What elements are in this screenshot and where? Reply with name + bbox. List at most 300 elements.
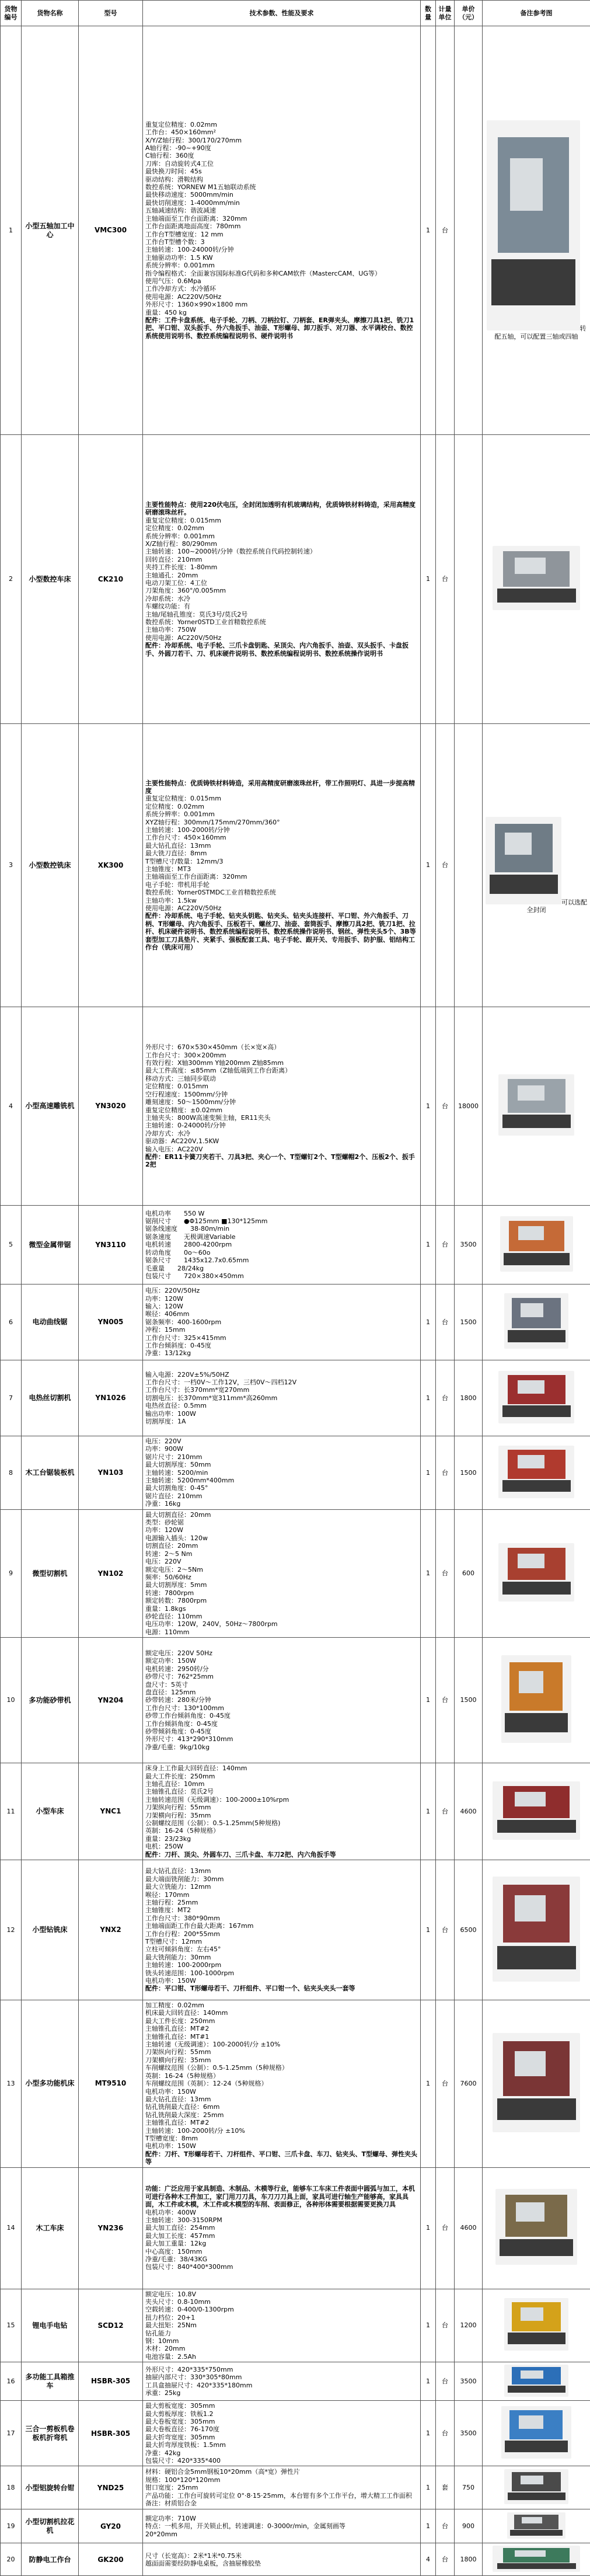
item-no: 13 bbox=[1, 2000, 22, 2168]
spec-line: 配件：ER11卡簧刀夹若干、刀具3把、夹心一个、T型螺钉2个、T型螺帽2个、压板2个、扳手2把 bbox=[145, 1153, 418, 1169]
spec-line: 主轴锥度：MT3 bbox=[145, 865, 418, 873]
spec-line: 最快换刀时间：45s bbox=[145, 168, 418, 175]
item-unit: 台 bbox=[436, 1509, 455, 1638]
spec-line: 主轴端面至工作台面距离：320mm bbox=[145, 215, 418, 222]
machine-window-shape bbox=[515, 2051, 546, 2076]
item-spec bbox=[143, 2509, 421, 2543]
spec-line: 备注：材质铝合金 bbox=[145, 2500, 418, 2507]
spec-line: 频率：50/60Hz bbox=[145, 1574, 418, 1581]
item-no: 16 bbox=[1, 2362, 22, 2401]
spec-line: 使用电源：AC220V/50Hz bbox=[145, 904, 418, 912]
item-qty: 1 bbox=[421, 1007, 436, 1206]
item-price bbox=[455, 435, 483, 724]
spec-line: X/Z轴行程：80/290mm bbox=[145, 540, 418, 548]
item-name: 微型金属带锯 bbox=[22, 1206, 79, 1284]
spec-line: 配件：工件卡盘系统、电子手轮、刀柄、刀柄拉钉、刀柄套、ER弹夹头、摩擦刀具1把、铣刀1把、平口钳、双头扳手、外六角扳手、油壶、T形螺母、卸刀扳手、对刀器、水平调校台、数控系统使用说明书、数控系统编程说明书、硬件说明书 bbox=[145, 316, 418, 340]
item-name: 小型切割机拉花机 bbox=[22, 2509, 79, 2543]
item-price: 1800 bbox=[455, 1360, 483, 1436]
spec-line: 规格：100*120*120mm bbox=[145, 2476, 418, 2484]
machine-window-shape bbox=[522, 2517, 542, 2523]
machine-photo bbox=[493, 2546, 580, 2572]
machine-window-shape bbox=[516, 2202, 544, 2222]
spec-line: 输入：120W bbox=[145, 1303, 418, 1310]
spec-line: 盘直径：125mm bbox=[145, 1689, 418, 1696]
item-model: YN3110 bbox=[79, 1206, 143, 1284]
spec-line: 指令编程格式：全面兼容国际标准G代码和多种CAM软件（MastercCAM、UG等） bbox=[145, 270, 418, 277]
item-no: 6 bbox=[1, 1284, 22, 1360]
item-name: 小型多功能机床 bbox=[22, 2000, 79, 2168]
machine-photo bbox=[487, 120, 580, 330]
machine-base-shape bbox=[508, 1330, 565, 1342]
spec-line: 转速：7800rpm bbox=[145, 1589, 418, 1597]
spec-line: 主轴转速：5200/min bbox=[145, 1469, 418, 1477]
item-name: 小型铝旋转台钳 bbox=[22, 2466, 79, 2509]
reference-image-cell bbox=[483, 724, 590, 1007]
spec-line: 喉径：170mm bbox=[145, 1891, 418, 1899]
spec-line: 主轴功率：1.5kw bbox=[145, 897, 418, 904]
spec-line: 工作台尺寸：450×160mm bbox=[145, 834, 418, 841]
spec-line: 主轴转速（无级调速）：100-2000转/分 ±10% bbox=[145, 2041, 418, 2048]
item-price: 6500 bbox=[455, 1860, 483, 2000]
spec-line: 刀架角度：360°/0.005mm bbox=[145, 587, 418, 594]
machine-photo bbox=[504, 1293, 568, 1349]
spec-line: 主轴转速：100-2000转/分钟 bbox=[145, 826, 418, 834]
item-qty: 1 bbox=[421, 1638, 436, 1763]
spec-line: 钻孔铣削最大直径：6mm bbox=[145, 2103, 418, 2111]
item-unit: 台 bbox=[436, 1360, 455, 1436]
item-qty: 1 bbox=[421, 724, 436, 1007]
reference-image-cell bbox=[483, 2362, 590, 2401]
spec-line: 配件：刀杆、顶尖、外圆车刀、三爪卡盘、车刀2把、内六角扳手等 bbox=[145, 1851, 418, 1858]
item-unit: 台 bbox=[436, 1763, 455, 1860]
spec-line: 配件：冷却系统、电子手轮、钻夹头钥匙、钻夹头、钻夹头连接杆、平口钳、外六角扳手、刀柄、T形螺母、内六角扳手、压板若干、螺丝刀、油壶、套筒扳手、摩擦刀具2把、铣刀1把、拉杆、机床硬件说明书、数控系统编程说明书、数控系统操作说明书、钢丝、弹性夹头5个、3B等套型加工刀具垫片、夹紧手、强板配套工具、电子手轮、跟开关、专用扳手、防护服、铝结构工作台（铣床可用） bbox=[145, 912, 418, 951]
spec-line: 床身上工作最大回转直径：140mm bbox=[145, 1764, 418, 1772]
item-unit: 台 bbox=[436, 1638, 455, 1763]
item-spec bbox=[143, 1206, 421, 1284]
spec-line: 电压功率：120W，240V，50Hz～7800rpm bbox=[145, 1620, 418, 1628]
item-model: GK200 bbox=[79, 2543, 143, 2576]
reference-image-cell bbox=[483, 2000, 590, 2168]
spec-line: 毛重量 28/24kg bbox=[145, 1265, 418, 1272]
spec-line: 车削螺纹范围（英制）：12-24（5种规格） bbox=[145, 2080, 418, 2087]
spec-line: 锯条尺寸 1435x12.7x0.65mm bbox=[145, 1256, 418, 1264]
table-row bbox=[1, 1763, 590, 1860]
spec-line: T型槽尺寸：12mm bbox=[145, 1938, 418, 1945]
spec-line: 切割直径：20mm bbox=[145, 1542, 418, 1550]
spec-line: 最大切割厚度：50mm bbox=[145, 1461, 418, 1468]
item-price: 1500 bbox=[455, 1638, 483, 1763]
reference-image-cell bbox=[483, 2401, 590, 2466]
machine-photo bbox=[498, 1543, 574, 1602]
item-unit: 台 bbox=[436, 2000, 455, 2168]
spec-line: 车螺纹功能：有 bbox=[145, 603, 418, 610]
spec-line: 尺寸（长宽高）：2米*1米*0.75米 bbox=[145, 2552, 418, 2560]
spec-line: 主轴端面距工作台最大距离：167mm bbox=[145, 1922, 418, 1930]
spec-line: 系统分辨率：0.001mm bbox=[145, 532, 418, 540]
spec-line: 产品功能：工作台可旋转可定位 0°·8·15·25mm，本台钳有多个工作平台，增大精工工作面积 bbox=[145, 2492, 418, 2500]
spec-line: 转速：2～5 Nm bbox=[145, 1550, 418, 1558]
item-unit: 台 bbox=[436, 1860, 455, 2000]
spec-line: 最大切割厚度：5mm bbox=[145, 1581, 418, 1589]
spec-line: 切割厚度：1A bbox=[145, 1418, 418, 1425]
spec-line: 最大加工重量：12kg bbox=[145, 2240, 418, 2247]
item-spec bbox=[143, 2466, 421, 2509]
item-spec bbox=[143, 1007, 421, 1206]
item-no: 20 bbox=[1, 2543, 22, 2576]
item-name: 电动曲线锯 bbox=[22, 1284, 79, 1360]
item-qty: 1 bbox=[421, 1284, 436, 1360]
spec-line: T型槽宽度：8mm bbox=[145, 2135, 418, 2142]
table-row bbox=[1, 2167, 590, 2289]
spec-line: 夹头尺寸：0.8-10mm bbox=[145, 2298, 418, 2306]
spec-line: 重复定位精度：0.015mm bbox=[145, 795, 418, 802]
item-model: SCD12 bbox=[79, 2289, 143, 2362]
spec-line: 系统分辨率：0.001mm bbox=[145, 810, 418, 818]
item-name: 三合一剪板机卷板机折弯机 bbox=[22, 2401, 79, 2466]
spec-line: 净重：16kg bbox=[145, 1500, 418, 1508]
spec-line: 锯片直径：210mm bbox=[145, 1492, 418, 1500]
machine-base-shape bbox=[508, 2386, 565, 2393]
item-price: 1500 bbox=[455, 1436, 483, 1510]
machine-photo bbox=[504, 2365, 568, 2397]
spec-line: 驱动结构：滑鞍结构 bbox=[145, 176, 418, 183]
spec-line: 最大铣削能力：30mm bbox=[145, 1954, 418, 1961]
item-no: 7 bbox=[1, 1360, 22, 1436]
spec-line: 空载转速：0-400/0-1300rpm bbox=[145, 2306, 418, 2313]
spec-line: 喉径：406mm bbox=[145, 1310, 418, 1318]
spec-line: 电机转速 2800-4200rpm bbox=[145, 1241, 418, 1248]
spec-line: 砂带尺寸：762*25mm bbox=[145, 1673, 418, 1680]
spec-line: 锯条速度 无极调速Variable bbox=[145, 1233, 418, 1241]
machine-photo bbox=[504, 2298, 568, 2351]
item-no: 9 bbox=[1, 1509, 22, 1638]
spec-line: 主轴驱动功率：1.5 KW bbox=[145, 254, 418, 262]
item-model: YN102 bbox=[79, 1509, 143, 1638]
spec-line: 净重：42kg bbox=[145, 2449, 418, 2457]
spec-line: 主轴锥孔直径：莫氏2号 bbox=[145, 1788, 418, 1795]
spec-line: 定位精度：0.015mm bbox=[145, 1082, 418, 1090]
item-unit: 台 bbox=[436, 2167, 455, 2289]
item-model: YNC1 bbox=[79, 1763, 143, 1860]
spec-line: 工作台倾斜度：0-45度 bbox=[145, 1342, 418, 1349]
spec-line: 材料：硬铝合金5mm钢板10*20mm（高*宽）弹性片 bbox=[145, 2468, 418, 2476]
spec-line: 电机功率：150W bbox=[145, 1977, 418, 1985]
item-model: YNX2 bbox=[79, 1860, 143, 2000]
spec-line: 最大钻孔直径：13mm bbox=[145, 842, 418, 850]
spec-line: 电机功率 550 W bbox=[145, 1210, 418, 1217]
spec-line: 重量：23/23kg bbox=[145, 1835, 418, 1843]
machine-window-shape bbox=[518, 1226, 544, 1240]
item-model: YN3020 bbox=[79, 1007, 143, 1206]
machine-base-shape bbox=[491, 259, 575, 305]
spec-line: 主轴锥孔直径：MT#2 bbox=[145, 2119, 418, 2126]
item-name: 微型切割机 bbox=[22, 1509, 79, 1638]
item-unit: 台 bbox=[436, 1007, 455, 1206]
table-row bbox=[1, 1284, 590, 1360]
spec-line: 工作台行程：200*55mm bbox=[145, 1930, 418, 1938]
spec-line: 定位精度：0.02mm bbox=[145, 524, 418, 532]
table-row bbox=[1, 2401, 590, 2466]
machine-photo bbox=[498, 1446, 574, 1498]
spec-line: 净重：13/12kg bbox=[145, 1349, 418, 1357]
machine-photo bbox=[493, 1877, 580, 1982]
spec-line: 铣头转速范围：100-1000rpm bbox=[145, 1969, 418, 1977]
spec-line: 额定功率：710W bbox=[145, 2515, 418, 2522]
machine-base-shape bbox=[502, 1480, 571, 1492]
reference-image-cell bbox=[483, 2167, 590, 2289]
machine-photo bbox=[504, 2469, 568, 2504]
machine-base-shape bbox=[497, 1946, 576, 1969]
machine-photo bbox=[501, 2406, 571, 2459]
machine-photo bbox=[493, 1781, 580, 1840]
spec-line: 主轴转速：100-2000rpm bbox=[145, 1961, 418, 1969]
spec-line: 使用气压：0.6Mpa bbox=[145, 277, 418, 285]
item-no: 5 bbox=[1, 1206, 22, 1284]
machine-photo bbox=[493, 546, 580, 610]
spec-line: 额定功率：150W bbox=[145, 1657, 418, 1665]
machine-base-shape bbox=[510, 2530, 563, 2536]
item-price: 900 bbox=[455, 2509, 483, 2543]
item-spec bbox=[143, 1638, 421, 1763]
table-row bbox=[1, 724, 590, 1007]
item-model: YN236 bbox=[79, 2167, 143, 2289]
spec-line: 冷却系统：水冷 bbox=[145, 595, 418, 603]
item-qty: 4 bbox=[421, 2543, 436, 2576]
item-no: 4 bbox=[1, 1007, 22, 1206]
spec-line: 车削螺纹范围（公制）：0.5-1.25mm（5种规格） bbox=[145, 2064, 418, 2072]
item-qty: 1 bbox=[421, 2167, 436, 2289]
header-no: 货物编号 bbox=[1, 1, 22, 26]
spec-line: 主轴转速：0-24000转/分钟 bbox=[145, 1122, 418, 1129]
item-price: 7600 bbox=[455, 2000, 483, 2168]
spec-line: 主轴转速：100-24000转/分钟 bbox=[145, 246, 418, 253]
spec-line: 功率：120W bbox=[145, 1295, 418, 1303]
item-no: 19 bbox=[1, 2509, 22, 2543]
spec-line: 主轴孔直径：10mm bbox=[145, 1780, 418, 1788]
spec-line: 类型：砂轮锯 bbox=[145, 1519, 418, 1526]
machine-window-shape bbox=[519, 2415, 543, 2429]
item-name: 电热丝切割机 bbox=[22, 1360, 79, 1436]
spec-line: 外形尺寸：1360×990×1800 mm bbox=[145, 301, 418, 308]
item-price: 1200 bbox=[455, 2289, 483, 2362]
machine-window-shape bbox=[518, 1380, 544, 1394]
item-qty: 1 bbox=[421, 2401, 436, 2466]
spec-line: 使用电源：AC220V/50Hz bbox=[145, 634, 418, 642]
spec-line: 工作台尺寸：130*100mm bbox=[145, 1704, 418, 1712]
machine-base-shape bbox=[490, 875, 558, 894]
spec-line: 工作台T型槽个数：3 bbox=[145, 238, 418, 246]
reference-image-cell bbox=[483, 2466, 590, 2509]
spec-line: 立柱可倾斜角度：左右45° bbox=[145, 1945, 418, 1953]
header-name: 货物名称 bbox=[22, 1, 79, 26]
spec-line: 工作台尺寸：长370mm*宽270mm bbox=[145, 1386, 418, 1394]
spec-line: 最大端面铣削能力：30mm bbox=[145, 1875, 418, 1883]
spec-line: A轴行程：-90~+90度 bbox=[145, 144, 418, 152]
item-unit: 台 bbox=[436, 26, 455, 435]
spec-line: 主要性能特点：优质铸铁材料铸造，采用高精度研磨滚珠丝杆，带工作照明灯、具进一步提高精度 bbox=[145, 779, 418, 795]
item-unit: 台 bbox=[436, 2509, 455, 2543]
table-row bbox=[1, 2362, 590, 2401]
machine-photo bbox=[498, 1371, 574, 1423]
table-row bbox=[1, 1638, 590, 1763]
spec-line: 电压：220V bbox=[145, 1558, 418, 1565]
spec-line: 外形尺寸：420*335*750mm bbox=[145, 2366, 418, 2373]
item-unit: 台 bbox=[436, 1436, 455, 1510]
header-price: 单价（元） bbox=[455, 1, 483, 26]
machine-photo bbox=[486, 817, 561, 904]
spec-line: 冷却方式：水冷 bbox=[145, 1130, 418, 1137]
spec-line: 重复定位精度：0.02mm bbox=[145, 121, 418, 128]
spec-line: 最大铣刀直径：8mm bbox=[145, 850, 418, 857]
item-qty: 1 bbox=[421, 1509, 436, 1638]
spec-line: 定位精度：0.02mm bbox=[145, 803, 418, 810]
table-row bbox=[1, 2000, 590, 2168]
spec-line: 盘尺寸：5英寸 bbox=[145, 1681, 418, 1689]
spec-line: 最大切割角度：0-45° bbox=[145, 1484, 418, 1492]
header-unit: 计量单位 bbox=[436, 1, 455, 26]
spec-line: 雕刻速度：50～1500mm/分钟 bbox=[145, 1098, 418, 1106]
item-no: 8 bbox=[1, 1436, 22, 1510]
spec-line: 扭力档位：20+1 bbox=[145, 2314, 418, 2321]
item-spec bbox=[143, 2000, 421, 2168]
item-unit: 台 bbox=[436, 2362, 455, 2401]
item-spec bbox=[143, 1860, 421, 2000]
spec-line: 使用电源：AC220V/50Hz bbox=[145, 293, 418, 301]
reference-image-cell bbox=[483, 2509, 590, 2543]
item-spec bbox=[143, 2543, 421, 2576]
spec-line: 主轴夹头：800W高速变频主轴，ER11夹头 bbox=[145, 1114, 418, 1122]
spec-line: 配件：平口钳、T形螺母若干、刀杆组件、平口钳一个、钻夹头夹头一套等 bbox=[145, 1985, 418, 1992]
item-no: 18 bbox=[1, 2466, 22, 2509]
machine-base-shape bbox=[505, 2441, 568, 2452]
spec-line: 主轴/尾轴孔锥度：莫氏3号/莫氏2号 bbox=[145, 611, 418, 618]
item-qty: 1 bbox=[421, 2466, 436, 2509]
table-row bbox=[1, 2543, 590, 2576]
spec-line: 电机功率：150W bbox=[145, 2088, 418, 2095]
machine-base-shape bbox=[497, 1820, 576, 1833]
spec-line: 越面面需要经防静电桌板，含抽屉橡胶垫 bbox=[145, 2560, 418, 2567]
spec-line: 钳口宽度：25mm bbox=[145, 2484, 418, 2491]
machine-photo bbox=[500, 1216, 573, 1272]
spec-line: 最大加工长度：457mm bbox=[145, 2232, 418, 2240]
item-spec bbox=[143, 1763, 421, 1860]
spec-line: 额定电压：2～5Nm bbox=[145, 1566, 418, 1574]
spec-line: 锯片尺寸：210mm bbox=[145, 1453, 418, 1461]
spec-line: 主轴端面至工作台面距离：320mm bbox=[145, 873, 418, 880]
item-unit: 台 bbox=[436, 2543, 455, 2576]
spec-line: 电机功率：400W bbox=[145, 2209, 418, 2216]
spec-line: 钻孔能力 bbox=[145, 2330, 418, 2337]
item-name: 小型钻铣床 bbox=[22, 1860, 79, 2000]
spec-line: 净重/毛重：9kg/10kg bbox=[145, 1743, 418, 1751]
machine-base-shape bbox=[508, 2493, 565, 2500]
item-spec bbox=[143, 724, 421, 1007]
spec-line: 切割电压：长370mm*宽311mm*高260mm bbox=[145, 1394, 418, 1402]
table-row bbox=[1, 435, 590, 724]
reference-image-cell bbox=[483, 1206, 590, 1284]
spec-line: 数控系统：Yorner0STMDC工业首精数控系统 bbox=[145, 889, 418, 896]
item-unit: 台 bbox=[436, 435, 455, 724]
machine-window-shape bbox=[515, 1895, 546, 1921]
reference-image-cell bbox=[483, 1007, 590, 1206]
spec-line: 电机功率：150W bbox=[145, 2142, 418, 2150]
spec-line: 输入电源：220V±5%/50HZ bbox=[145, 1371, 418, 1378]
spec-line: 抽屉内部尺寸：330*305*80mm bbox=[145, 2373, 418, 2381]
spec-line: 电动刀架工位：4工位 bbox=[145, 579, 418, 587]
item-qty: 1 bbox=[421, 2289, 436, 2362]
table-row bbox=[1, 1360, 590, 1436]
item-model: YN103 bbox=[79, 1436, 143, 1510]
spec-line: 英制：16-24（5种规格） bbox=[145, 1827, 418, 1834]
item-price: 750 bbox=[455, 2466, 483, 2509]
table-row bbox=[1, 2466, 590, 2509]
spec-line: 钻孔铣削最大深度：25mm bbox=[145, 2111, 418, 2119]
machine-window-shape bbox=[515, 1792, 546, 1806]
item-unit: 台 bbox=[436, 1284, 455, 1360]
item-unit: 台 bbox=[436, 724, 455, 1007]
spec-line: 工具盒抽屉尺寸：420*335*180mm bbox=[145, 2382, 418, 2389]
item-model: XK300 bbox=[79, 724, 143, 1007]
machine-base-shape bbox=[502, 1582, 571, 1595]
item-price bbox=[455, 724, 483, 1007]
item-qty: 1 bbox=[421, 435, 436, 724]
item-model: YN204 bbox=[79, 1638, 143, 1763]
item-no: 12 bbox=[1, 1860, 22, 2000]
item-name: 小型高速雕铣机 bbox=[22, 1007, 79, 1206]
spec-line: 主轴转速：5200mm*400mm bbox=[145, 1477, 418, 1484]
spec-line: 主轴转速：300-3150RPM bbox=[145, 2216, 418, 2224]
spec-line: 工作台T型槽宽度：12 mm bbox=[145, 231, 418, 238]
spec-line: 机床最大回转直径：140mm bbox=[145, 2009, 418, 2017]
spec-line: 锯条频率：400-1600rpm bbox=[145, 1318, 418, 1326]
item-spec bbox=[143, 26, 421, 435]
spec-line: 主轴转速：100~2000转/分钟（数控系统自代码控制转速） bbox=[145, 548, 418, 555]
spec-line: 最大工件长度：250mm bbox=[145, 1773, 418, 1780]
spec-line: 冲程：15mm bbox=[145, 1326, 418, 1334]
spec-line: 重复定位精度：0.015mm bbox=[145, 517, 418, 524]
spec-line: 锯条线速度 38-80m/min bbox=[145, 1225, 418, 1233]
spec-line: 电机转速：2950转/分 bbox=[145, 1665, 418, 1673]
spec-line: 额定电压：220V 50Hz bbox=[145, 1649, 418, 1657]
machine-window-shape bbox=[518, 1085, 544, 1101]
reference-image-cell bbox=[483, 1360, 590, 1436]
spec-line: 承重：25kg bbox=[145, 2389, 418, 2397]
item-price: 1500 bbox=[455, 1284, 483, 1360]
item-qty: 1 bbox=[421, 26, 436, 435]
spec-line: 系统分辨率：0.001mm bbox=[145, 262, 418, 269]
spec-line: 重量：1.8kgs bbox=[145, 1605, 418, 1613]
item-spec bbox=[143, 1436, 421, 1510]
item-spec bbox=[143, 435, 421, 724]
spec-line: 20*20mm bbox=[145, 2530, 418, 2538]
spec-line: 砂轮直径：110mm bbox=[145, 1613, 418, 1620]
item-model: HSBR-305 bbox=[79, 2401, 143, 2466]
spec-line: 工作台尺寸：325×415mm bbox=[145, 1334, 418, 1342]
item-no: 17 bbox=[1, 2401, 22, 2466]
spec-line: 工作台尺寸：300×200mm bbox=[145, 1052, 418, 1059]
spec-line: 输出功率：100W bbox=[145, 1410, 418, 1418]
reference-image-cell bbox=[483, 1860, 590, 2000]
spec-line: 英制：16-24（5种规格） bbox=[145, 2072, 418, 2080]
item-no: 10 bbox=[1, 1638, 22, 1763]
machine-base-shape bbox=[500, 2239, 573, 2256]
spec-line: 最大剪板厚度：铁板1.2 bbox=[145, 2410, 418, 2418]
spec-line: 刀架纵向行程：55mm bbox=[145, 1804, 418, 1811]
spec-line: 电源：110mm bbox=[145, 1628, 418, 1636]
spec-line: 电压：220V/50Hz bbox=[145, 1287, 418, 1294]
spec-line: 数控系统：Yorner0STD工业首精数控系统 bbox=[145, 618, 418, 626]
spec-line: 移动方式：三轴同步联动 bbox=[145, 1075, 418, 1082]
